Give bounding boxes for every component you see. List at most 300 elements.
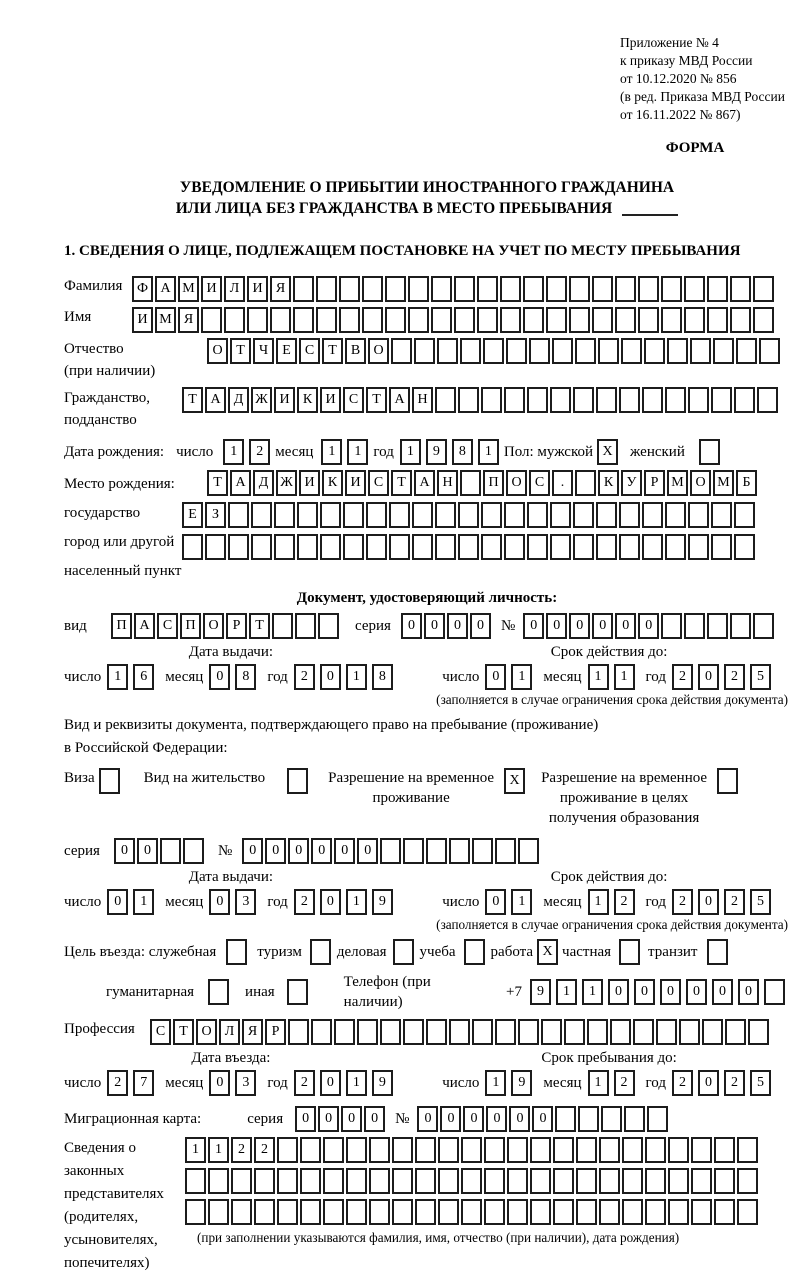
form-cell[interactable]: 0 bbox=[320, 664, 341, 690]
form-cell[interactable]: 2 bbox=[672, 889, 693, 915]
form-cell[interactable]: Ф bbox=[132, 276, 153, 302]
form-cell[interactable]: 0 bbox=[463, 1106, 484, 1132]
form-cell[interactable]: Н bbox=[412, 387, 433, 413]
residence-valid-year-cells[interactable] bbox=[672, 889, 776, 915]
form-cell[interactable] bbox=[504, 534, 525, 560]
form-cell[interactable]: А bbox=[155, 276, 176, 302]
form-cell[interactable] bbox=[461, 1137, 482, 1163]
form-cell[interactable]: Я bbox=[270, 276, 291, 302]
form-cell[interactable]: 1 bbox=[107, 664, 128, 690]
form-cell[interactable]: О bbox=[506, 470, 527, 496]
purpose-business-checkbox[interactable] bbox=[393, 939, 416, 965]
form-cell[interactable] bbox=[592, 276, 613, 302]
form-cell[interactable]: Ж bbox=[251, 387, 272, 413]
form-cell[interactable] bbox=[481, 502, 502, 528]
form-cell[interactable] bbox=[592, 307, 613, 333]
form-cell[interactable] bbox=[725, 1019, 746, 1045]
form-cell[interactable] bbox=[431, 307, 452, 333]
form-cell[interactable] bbox=[753, 613, 774, 639]
form-cell[interactable] bbox=[576, 1199, 597, 1225]
form-cell[interactable]: 2 bbox=[614, 1070, 635, 1096]
form-cell[interactable]: Д bbox=[228, 387, 249, 413]
form-cell[interactable]: 0 bbox=[485, 664, 506, 690]
form-cell[interactable]: Т bbox=[249, 613, 270, 639]
form-cell[interactable]: И bbox=[320, 387, 341, 413]
form-cell[interactable]: Т bbox=[230, 338, 251, 364]
form-cell[interactable]: 0 bbox=[660, 979, 681, 1005]
form-cell[interactable] bbox=[598, 338, 619, 364]
form-cell[interactable] bbox=[226, 939, 247, 965]
form-cell[interactable] bbox=[415, 1137, 436, 1163]
form-cell[interactable]: И bbox=[299, 470, 320, 496]
form-cell[interactable] bbox=[638, 307, 659, 333]
form-cell[interactable] bbox=[247, 307, 268, 333]
form-cell[interactable] bbox=[389, 502, 410, 528]
form-cell[interactable] bbox=[615, 307, 636, 333]
surname-cells[interactable] bbox=[132, 276, 776, 302]
form-cell[interactable]: 2 bbox=[724, 889, 745, 915]
form-cell[interactable]: 1 bbox=[478, 439, 499, 465]
form-cell[interactable] bbox=[550, 387, 571, 413]
form-cell[interactable] bbox=[691, 1199, 712, 1225]
form-cell[interactable] bbox=[622, 1199, 643, 1225]
form-cell[interactable] bbox=[412, 502, 433, 528]
migration-number-cells[interactable] bbox=[417, 1106, 670, 1132]
form-cell[interactable]: 1 bbox=[588, 889, 609, 915]
form-cell[interactable]: Р bbox=[644, 470, 665, 496]
form-cell[interactable] bbox=[665, 387, 686, 413]
form-cell[interactable]: Ч bbox=[253, 338, 274, 364]
form-cell[interactable] bbox=[392, 1199, 413, 1225]
form-cell[interactable]: 0 bbox=[209, 664, 230, 690]
form-cell[interactable] bbox=[656, 1019, 677, 1045]
form-cell[interactable] bbox=[339, 276, 360, 302]
form-cell[interactable] bbox=[753, 307, 774, 333]
form-cell[interactable]: 1 bbox=[346, 889, 367, 915]
form-cell[interactable]: 0 bbox=[401, 613, 422, 639]
residence-series-cells[interactable] bbox=[114, 838, 206, 864]
form-cell[interactable] bbox=[231, 1168, 252, 1194]
form-cell[interactable] bbox=[702, 1019, 723, 1045]
form-cell[interactable]: 0 bbox=[523, 613, 544, 639]
form-cell[interactable]: С bbox=[529, 470, 550, 496]
form-cell[interactable] bbox=[380, 838, 401, 864]
form-cell[interactable] bbox=[389, 534, 410, 560]
form-cell[interactable]: Л bbox=[224, 276, 245, 302]
form-cell[interactable] bbox=[458, 387, 479, 413]
form-cell[interactable] bbox=[251, 534, 272, 560]
form-cell[interactable] bbox=[391, 338, 412, 364]
form-cell[interactable] bbox=[691, 1168, 712, 1194]
form-cell[interactable]: 0 bbox=[485, 889, 506, 915]
form-cell[interactable] bbox=[690, 338, 711, 364]
form-cell[interactable]: И bbox=[247, 276, 268, 302]
form-cell[interactable] bbox=[208, 1168, 229, 1194]
form-cell[interactable] bbox=[642, 502, 663, 528]
form-cell[interactable]: 0 bbox=[634, 979, 655, 1005]
form-cell[interactable] bbox=[523, 307, 544, 333]
residence-issue-month-cells[interactable] bbox=[209, 889, 261, 915]
form-cell[interactable] bbox=[684, 307, 705, 333]
form-cell[interactable]: 0 bbox=[686, 979, 707, 1005]
form-cell[interactable] bbox=[481, 534, 502, 560]
form-cell[interactable]: В bbox=[345, 338, 366, 364]
form-cell[interactable] bbox=[366, 502, 387, 528]
form-cell[interactable]: 1 bbox=[223, 439, 244, 465]
form-cell[interactable] bbox=[270, 307, 291, 333]
form-cell[interactable]: 9 bbox=[530, 979, 551, 1005]
form-cell[interactable] bbox=[645, 1137, 666, 1163]
form-cell[interactable] bbox=[316, 276, 337, 302]
form-cell[interactable] bbox=[228, 534, 249, 560]
form-cell[interactable] bbox=[713, 338, 734, 364]
form-cell[interactable] bbox=[274, 502, 295, 528]
form-cell[interactable] bbox=[575, 470, 596, 496]
form-cell[interactable] bbox=[472, 838, 493, 864]
form-cell[interactable] bbox=[541, 1019, 562, 1045]
form-cell[interactable]: 0 bbox=[546, 613, 567, 639]
form-cell[interactable] bbox=[272, 613, 293, 639]
purpose-humanitarian-checkbox[interactable] bbox=[208, 979, 231, 1005]
doc-series-cells[interactable] bbox=[401, 613, 493, 639]
form-cell[interactable]: 0 bbox=[738, 979, 759, 1005]
form-cell[interactable] bbox=[323, 1199, 344, 1225]
form-cell[interactable] bbox=[707, 613, 728, 639]
form-cell[interactable] bbox=[527, 387, 548, 413]
form-cell[interactable] bbox=[667, 338, 688, 364]
form-cell[interactable]: 1 bbox=[347, 439, 368, 465]
form-cell[interactable] bbox=[668, 1199, 689, 1225]
form-cell[interactable]: М bbox=[713, 470, 734, 496]
form-cell[interactable] bbox=[523, 276, 544, 302]
form-cell[interactable] bbox=[717, 768, 738, 794]
form-cell[interactable]: 0 bbox=[318, 1106, 339, 1132]
form-cell[interactable] bbox=[619, 502, 640, 528]
purpose-transit-checkbox[interactable] bbox=[707, 939, 730, 965]
form-cell[interactable] bbox=[622, 1137, 643, 1163]
form-cell[interactable] bbox=[633, 1019, 654, 1045]
doc-valid-year-cells[interactable] bbox=[672, 664, 776, 690]
form-cell[interactable] bbox=[507, 1137, 528, 1163]
form-cell[interactable] bbox=[699, 439, 720, 465]
form-cell[interactable]: 1 bbox=[588, 664, 609, 690]
form-cell[interactable] bbox=[748, 1019, 769, 1045]
form-cell[interactable]: 0 bbox=[320, 1070, 341, 1096]
form-cell[interactable]: 1 bbox=[511, 889, 532, 915]
form-cell[interactable]: 0 bbox=[320, 889, 341, 915]
form-cell[interactable] bbox=[254, 1199, 275, 1225]
form-cell[interactable] bbox=[408, 276, 429, 302]
form-cell[interactable] bbox=[185, 1168, 206, 1194]
form-cell[interactable] bbox=[231, 1199, 252, 1225]
form-cell[interactable]: 9 bbox=[511, 1070, 532, 1096]
form-cell[interactable] bbox=[555, 1106, 576, 1132]
form-cell[interactable] bbox=[530, 1168, 551, 1194]
form-cell[interactable]: М bbox=[667, 470, 688, 496]
form-cell[interactable] bbox=[507, 1168, 528, 1194]
form-cell[interactable] bbox=[472, 1019, 493, 1045]
form-cell[interactable] bbox=[737, 1199, 758, 1225]
form-cell[interactable]: 2 bbox=[724, 664, 745, 690]
form-cell[interactable] bbox=[477, 276, 498, 302]
form-cell[interactable] bbox=[454, 307, 475, 333]
form-cell[interactable] bbox=[385, 307, 406, 333]
form-cell[interactable]: 1 bbox=[400, 439, 421, 465]
representatives-row1-cells[interactable] bbox=[185, 1137, 760, 1163]
form-cell[interactable] bbox=[208, 1199, 229, 1225]
form-cell[interactable] bbox=[688, 534, 709, 560]
form-cell[interactable]: 6 bbox=[133, 664, 154, 690]
form-cell[interactable]: 0 bbox=[569, 613, 590, 639]
form-cell[interactable] bbox=[576, 1168, 597, 1194]
form-cell[interactable] bbox=[684, 276, 705, 302]
form-cell[interactable] bbox=[205, 534, 226, 560]
form-cell[interactable]: 2 bbox=[614, 889, 635, 915]
form-cell[interactable]: Е bbox=[182, 502, 203, 528]
entry-year-cells[interactable] bbox=[294, 1070, 398, 1096]
form-cell[interactable] bbox=[596, 502, 617, 528]
form-cell[interactable] bbox=[688, 387, 709, 413]
form-cell[interactable] bbox=[530, 1199, 551, 1225]
form-cell[interactable] bbox=[714, 1168, 735, 1194]
form-cell[interactable] bbox=[454, 276, 475, 302]
form-cell[interactable] bbox=[573, 387, 594, 413]
form-cell[interactable] bbox=[460, 338, 481, 364]
birthdate-day-cells[interactable] bbox=[223, 439, 275, 465]
form-cell[interactable] bbox=[730, 307, 751, 333]
residence-issue-day-cells[interactable] bbox=[107, 889, 159, 915]
form-cell[interactable]: Л bbox=[219, 1019, 240, 1045]
form-cell[interactable] bbox=[668, 1168, 689, 1194]
patronymic-cells[interactable] bbox=[207, 338, 782, 364]
form-cell[interactable] bbox=[621, 338, 642, 364]
form-cell[interactable] bbox=[529, 338, 550, 364]
form-cell[interactable] bbox=[691, 1137, 712, 1163]
form-cell[interactable] bbox=[300, 1137, 321, 1163]
form-cell[interactable]: Я bbox=[242, 1019, 263, 1045]
form-cell[interactable]: 0 bbox=[114, 838, 135, 864]
form-cell[interactable] bbox=[484, 1168, 505, 1194]
form-cell[interactable]: 0 bbox=[288, 838, 309, 864]
form-cell[interactable]: 1 bbox=[208, 1137, 229, 1163]
form-cell[interactable]: 9 bbox=[372, 889, 393, 915]
form-cell[interactable]: 8 bbox=[372, 664, 393, 690]
form-cell[interactable]: 2 bbox=[249, 439, 270, 465]
form-cell[interactable]: А bbox=[414, 470, 435, 496]
form-cell[interactable] bbox=[412, 534, 433, 560]
form-cell[interactable] bbox=[415, 1199, 436, 1225]
birthplace-row3-cells[interactable] bbox=[182, 534, 759, 560]
form-cell[interactable] bbox=[208, 979, 229, 1005]
form-cell[interactable] bbox=[688, 502, 709, 528]
form-cell[interactable] bbox=[638, 276, 659, 302]
form-cell[interactable] bbox=[251, 502, 272, 528]
form-cell[interactable]: 0 bbox=[107, 889, 128, 915]
temp-residence-checkbox[interactable] bbox=[504, 768, 527, 794]
form-cell[interactable] bbox=[527, 502, 548, 528]
form-cell[interactable]: 5 bbox=[750, 664, 771, 690]
form-cell[interactable]: 1 bbox=[346, 1070, 367, 1096]
form-cell[interactable] bbox=[573, 502, 594, 528]
form-cell[interactable] bbox=[599, 1137, 620, 1163]
form-cell[interactable]: О bbox=[368, 338, 389, 364]
entry-month-cells[interactable] bbox=[209, 1070, 261, 1096]
form-cell[interactable] bbox=[596, 387, 617, 413]
form-cell[interactable]: 1 bbox=[511, 664, 532, 690]
form-cell[interactable] bbox=[403, 1019, 424, 1045]
form-cell[interactable] bbox=[569, 307, 590, 333]
form-cell[interactable]: 2 bbox=[294, 1070, 315, 1096]
form-cell[interactable]: 2 bbox=[231, 1137, 252, 1163]
form-cell[interactable] bbox=[737, 1137, 758, 1163]
form-cell[interactable]: А bbox=[134, 613, 155, 639]
form-cell[interactable] bbox=[495, 838, 516, 864]
form-cell[interactable]: 2 bbox=[672, 664, 693, 690]
form-cell[interactable] bbox=[461, 1168, 482, 1194]
form-cell[interactable] bbox=[668, 1137, 689, 1163]
stay-month-cells[interactable] bbox=[588, 1070, 640, 1096]
form-cell[interactable] bbox=[415, 1168, 436, 1194]
purpose-work-checkbox[interactable] bbox=[537, 939, 560, 965]
form-cell[interactable] bbox=[734, 387, 755, 413]
form-cell[interactable] bbox=[504, 387, 525, 413]
form-cell[interactable] bbox=[599, 1199, 620, 1225]
form-cell[interactable] bbox=[339, 307, 360, 333]
form-cell[interactable]: 0 bbox=[265, 838, 286, 864]
edu-residence-checkbox[interactable] bbox=[717, 768, 740, 794]
form-cell[interactable]: Т bbox=[391, 470, 412, 496]
form-cell[interactable]: 0 bbox=[592, 613, 613, 639]
residence-issue-year-cells[interactable] bbox=[294, 889, 398, 915]
form-cell[interactable] bbox=[334, 1019, 355, 1045]
residence-valid-month-cells[interactable] bbox=[588, 889, 640, 915]
form-cell[interactable] bbox=[346, 1168, 367, 1194]
form-cell[interactable] bbox=[380, 1019, 401, 1045]
birthplace-row1-cells[interactable] bbox=[207, 470, 759, 496]
form-cell[interactable] bbox=[736, 338, 757, 364]
form-cell[interactable]: Д bbox=[253, 470, 274, 496]
form-cell[interactable] bbox=[320, 502, 341, 528]
form-cell[interactable] bbox=[518, 838, 539, 864]
form-cell[interactable] bbox=[484, 1199, 505, 1225]
form-cell[interactable] bbox=[711, 534, 732, 560]
form-cell[interactable] bbox=[707, 939, 728, 965]
form-cell[interactable] bbox=[323, 1137, 344, 1163]
form-cell[interactable]: И bbox=[274, 387, 295, 413]
form-cell[interactable]: 0 bbox=[209, 1070, 230, 1096]
form-cell[interactable] bbox=[369, 1168, 390, 1194]
form-cell[interactable] bbox=[426, 838, 447, 864]
form-cell[interactable]: П bbox=[111, 613, 132, 639]
residence-valid-day-cells[interactable] bbox=[485, 889, 537, 915]
form-cell[interactable]: Т bbox=[207, 470, 228, 496]
form-cell[interactable]: 0 bbox=[638, 613, 659, 639]
form-cell[interactable] bbox=[553, 1137, 574, 1163]
form-cell[interactable] bbox=[481, 387, 502, 413]
form-cell[interactable]: К bbox=[297, 387, 318, 413]
form-cell[interactable] bbox=[483, 338, 504, 364]
form-cell[interactable] bbox=[369, 1199, 390, 1225]
form-cell[interactable] bbox=[403, 838, 424, 864]
form-cell[interactable] bbox=[458, 502, 479, 528]
form-cell[interactable] bbox=[711, 387, 732, 413]
form-cell[interactable] bbox=[287, 768, 308, 794]
doc-type-cells[interactable] bbox=[111, 613, 341, 639]
form-cell[interactable] bbox=[431, 276, 452, 302]
form-cell[interactable] bbox=[596, 534, 617, 560]
form-cell[interactable] bbox=[392, 1137, 413, 1163]
form-cell[interactable]: 0 bbox=[698, 889, 719, 915]
form-cell[interactable] bbox=[500, 307, 521, 333]
form-cell[interactable]: 3 bbox=[235, 889, 256, 915]
form-cell[interactable]: У bbox=[621, 470, 642, 496]
form-cell[interactable] bbox=[619, 534, 640, 560]
doc-number-cells[interactable] bbox=[523, 613, 776, 639]
form-cell[interactable] bbox=[185, 1199, 206, 1225]
form-cell[interactable]: 1 bbox=[614, 664, 635, 690]
doc-issue-year-cells[interactable] bbox=[294, 664, 398, 690]
form-cell[interactable] bbox=[753, 276, 774, 302]
form-cell[interactable] bbox=[408, 307, 429, 333]
form-cell[interactable] bbox=[518, 1019, 539, 1045]
form-cell[interactable]: 0 bbox=[417, 1106, 438, 1132]
form-cell[interactable] bbox=[642, 534, 663, 560]
form-cell[interactable] bbox=[661, 307, 682, 333]
form-cell[interactable] bbox=[393, 939, 414, 965]
form-cell[interactable]: 0 bbox=[137, 838, 158, 864]
form-cell[interactable] bbox=[550, 534, 571, 560]
form-cell[interactable]: З bbox=[205, 502, 226, 528]
form-cell[interactable] bbox=[288, 1019, 309, 1045]
form-cell[interactable]: 8 bbox=[235, 664, 256, 690]
birthdate-year-cells[interactable] bbox=[400, 439, 504, 465]
entry-day-cells[interactable] bbox=[107, 1070, 159, 1096]
form-cell[interactable]: 8 bbox=[452, 439, 473, 465]
form-cell[interactable] bbox=[362, 276, 383, 302]
form-cell[interactable] bbox=[564, 1019, 585, 1045]
form-cell[interactable] bbox=[449, 838, 470, 864]
form-cell[interactable]: С bbox=[368, 470, 389, 496]
form-cell[interactable] bbox=[661, 613, 682, 639]
doc-issue-day-cells[interactable] bbox=[107, 664, 159, 690]
form-cell[interactable]: Т bbox=[182, 387, 203, 413]
purpose-tourism-checkbox[interactable] bbox=[310, 939, 333, 965]
form-cell[interactable] bbox=[224, 307, 245, 333]
form-cell[interactable] bbox=[552, 338, 573, 364]
form-cell[interactable] bbox=[619, 939, 640, 965]
form-cell[interactable] bbox=[599, 1168, 620, 1194]
purpose-private-checkbox[interactable] bbox=[619, 939, 642, 965]
form-cell[interactable] bbox=[346, 1137, 367, 1163]
form-cell[interactable] bbox=[392, 1168, 413, 1194]
form-cell[interactable] bbox=[277, 1168, 298, 1194]
form-cell[interactable] bbox=[293, 307, 314, 333]
form-cell[interactable]: X bbox=[597, 439, 618, 465]
form-cell[interactable]: 0 bbox=[470, 613, 491, 639]
form-cell[interactable] bbox=[645, 1168, 666, 1194]
form-cell[interactable] bbox=[297, 502, 318, 528]
form-cell[interactable] bbox=[714, 1137, 735, 1163]
form-cell[interactable] bbox=[730, 613, 751, 639]
form-cell[interactable]: 0 bbox=[608, 979, 629, 1005]
form-cell[interactable] bbox=[201, 307, 222, 333]
form-cell[interactable]: 0 bbox=[509, 1106, 530, 1132]
residence-permit-checkbox[interactable] bbox=[287, 768, 310, 794]
form-cell[interactable]: Ж bbox=[276, 470, 297, 496]
form-cell[interactable]: 0 bbox=[532, 1106, 553, 1132]
form-cell[interactable]: 0 bbox=[242, 838, 263, 864]
firstname-cells[interactable] bbox=[132, 307, 776, 333]
